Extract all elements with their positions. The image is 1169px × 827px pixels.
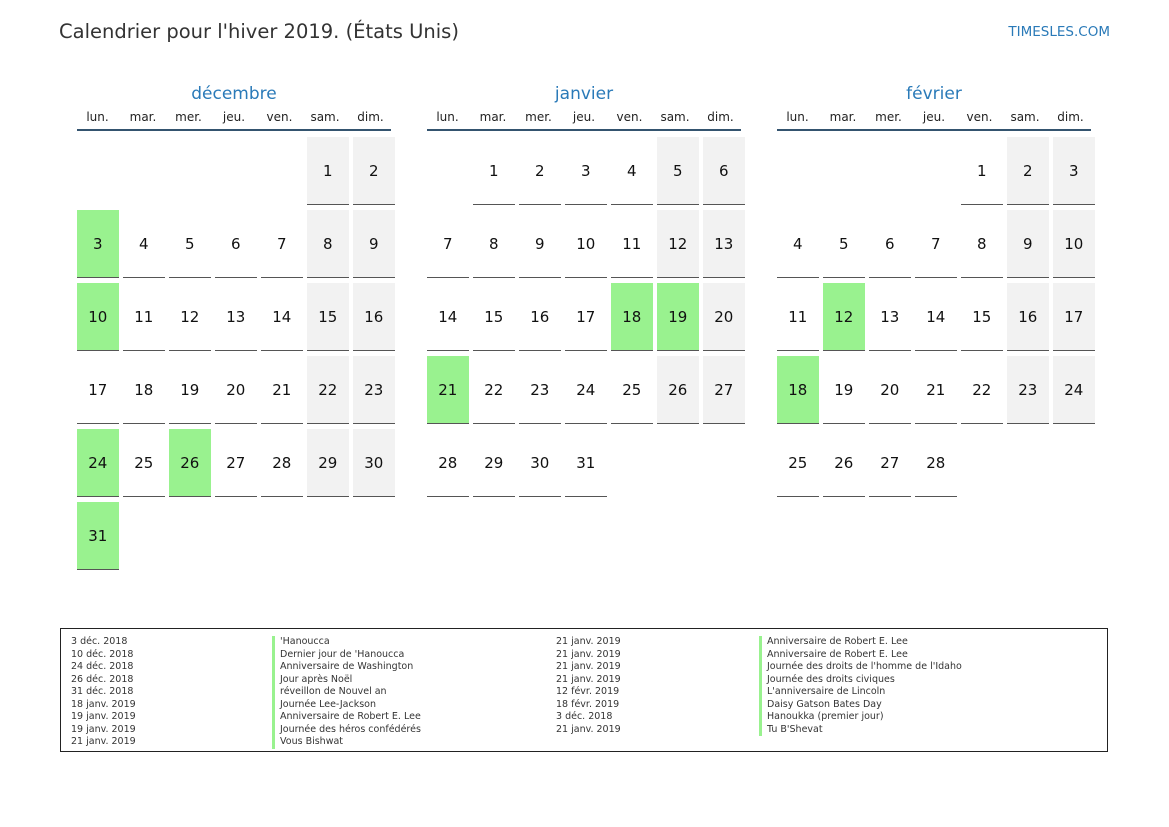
day-cell[interactable]: 24 [1053,356,1095,424]
legend-entry: 24 déc. 2018 [71,661,134,672]
holiday-day-cell[interactable]: 10 [77,283,119,351]
weekday-label: jeu. [572,110,596,124]
day-cell[interactable]: 22 [473,356,515,424]
holiday-day-cell[interactable]: 19 [657,283,699,351]
day-cell[interactable]: 1 [961,137,1003,205]
day-cell[interactable]: 11 [611,210,653,278]
legend-entry: 21 janv. 2019 [556,636,621,647]
day-cell[interactable]: 22 [307,356,349,424]
day-cell[interactable]: 18 [123,356,165,424]
day-cell[interactable]: 8 [307,210,349,278]
day-cell[interactable]: 21 [915,356,957,424]
day-cell[interactable]: 25 [123,429,165,497]
month-name: janvier [554,84,614,104]
legend-entry: 21 janv. 2019 [556,661,621,672]
day-cell[interactable]: 13 [215,283,257,351]
weekday-label: ven. [616,110,643,124]
day-cell[interactable]: 6 [703,137,745,205]
legend-entry: Hanoukka (premier jour) [759,711,962,724]
month-december [77,84,391,570]
weekday-label: lun. [436,110,459,124]
day-cell[interactable]: 27 [215,429,257,497]
month-name: décembre [191,84,277,104]
weekday-label: sam. [1010,110,1040,124]
day-cell[interactable]: 26 [657,356,699,424]
day-cell[interactable]: 11 [123,283,165,351]
day-cell[interactable]: 23 [353,356,395,424]
day-cell[interactable]: 4 [123,210,165,278]
header-rule [777,129,1091,131]
weekday-label: lun. [86,110,109,124]
legend-entry: Anniversaire de Robert E. Lee [759,649,962,662]
legend-entry: L'anniversaire de Lincoln [759,686,962,699]
holiday-day-cell[interactable]: 21 [427,356,469,424]
legend-entry: 19 janv. 2019 [71,711,136,722]
day-cell[interactable]: 5 [657,137,699,205]
legend-entry: 21 janv. 2019 [556,648,621,660]
day-cell[interactable]: 28 [261,429,303,497]
day-cell[interactable]: 10 [1053,210,1095,278]
empty-cell [123,137,165,205]
legend-entry: 21 janv. 2019 [556,673,621,685]
day-cell[interactable]: 29 [307,429,349,497]
legend-names-left [272,636,421,749]
holiday-day-cell[interactable]: 18 [611,283,653,351]
legend-entry: Journée des droits civiques [759,674,962,687]
empty-cell [427,137,469,205]
weekday-label: mar. [479,110,507,124]
day-cell[interactable]: 27 [869,429,911,497]
legend-entry: Tu B'Shevat [759,724,962,737]
empty-cell [261,137,303,205]
weekday-label: jeu. [222,110,246,124]
day-cell[interactable]: 20 [869,356,911,424]
day-cell[interactable]: 11 [777,283,819,351]
legend-entry: 3 déc. 2018 [556,711,613,722]
legend-entry: 'Hanoucca [272,636,421,649]
day-cell[interactable]: 14 [261,283,303,351]
weekday-label: ven. [966,110,993,124]
legend-entry: Vous Bishwat [272,736,421,749]
legend-entry: 3 déc. 2018 [71,636,128,647]
weekday-label: ven. [266,110,293,124]
legend-names-right [759,636,962,736]
day-cell[interactable]: 23 [1007,356,1049,424]
day-cell[interactable]: 12 [169,283,211,351]
day-cell[interactable]: 16 [1007,283,1049,351]
holiday-day-cell[interactable]: 24 [77,429,119,497]
weekday-label: mar. [829,110,857,124]
day-cell[interactable]: 5 [823,210,865,278]
weekday-label: mer. [875,110,902,124]
legend-dates-left [71,636,136,749]
site-link[interactable]: TIMESLES.COM [1008,24,1110,40]
legend-dates-right [556,636,621,736]
empty-cell [777,137,819,205]
day-cell[interactable]: 24 [565,356,607,424]
day-cell[interactable]: 15 [307,283,349,351]
weekday-header [427,108,741,128]
day-cell[interactable]: 2 [1007,137,1049,205]
weekday-label: dim. [707,110,734,124]
day-cell[interactable]: 17 [1053,283,1095,351]
day-cell[interactable]: 22 [961,356,1003,424]
legend-entry: 18 janv. 2019 [71,698,136,710]
legend-entry: Anniversaire de Robert E. Lee [272,711,421,724]
day-cell[interactable]: 27 [703,356,745,424]
legend-entry: 26 déc. 2018 [71,673,134,685]
weekday-label: lun. [786,110,809,124]
legend-entry: Anniversaire de Robert E. Lee [759,636,962,649]
legend-entry: 10 déc. 2018 [71,648,134,660]
day-cell[interactable]: 8 [961,210,1003,278]
day-cell[interactable]: 14 [427,283,469,351]
empty-cell [823,137,865,205]
weekday-label: sam. [310,110,340,124]
day-cell[interactable]: 6 [869,210,911,278]
legend-entry: Jour après Noël [272,674,421,687]
empty-cell [77,137,119,205]
weekday-label: dim. [1057,110,1084,124]
day-cell[interactable]: 10 [565,210,607,278]
day-cell[interactable]: 30 [519,429,561,497]
day-cell[interactable]: 16 [519,283,561,351]
month-february [777,84,1091,497]
day-cell[interactable]: 26 [823,429,865,497]
day-cell[interactable]: 29 [473,429,515,497]
day-cell[interactable]: 23 [519,356,561,424]
legend-entry: 12 févr. 2019 [556,686,620,697]
weekday-header [77,108,391,128]
day-grid [777,137,1091,497]
legend-entry: 21 janv. 2019 [556,723,621,735]
day-cell[interactable]: 7 [915,210,957,278]
day-cell[interactable]: 13 [703,210,745,278]
day-cell[interactable]: 8 [473,210,515,278]
legend-entry: Journée des héros confédérés [272,724,421,737]
day-cell[interactable]: 28 [427,429,469,497]
day-cell[interactable]: 1 [473,137,515,205]
day-grid [77,137,391,570]
day-cell[interactable]: 31 [565,429,607,497]
day-cell[interactable]: 25 [611,356,653,424]
weekday-label: dim. [357,110,384,124]
weekday-label: sam. [660,110,690,124]
day-cell[interactable]: 14 [915,283,957,351]
header-rule [77,129,391,131]
day-cell[interactable]: 9 [353,210,395,278]
day-cell[interactable]: 13 [869,283,911,351]
weekday-header [777,108,1091,128]
legend-entry: Journée des droits de l'homme de l'Idaho [759,661,962,674]
day-grid [427,137,741,497]
day-cell[interactable]: 7 [427,210,469,278]
day-cell[interactable]: 30 [353,429,395,497]
header-rule [427,129,741,131]
day-cell[interactable]: 19 [169,356,211,424]
day-cell[interactable]: 20 [215,356,257,424]
day-cell[interactable]: 15 [961,283,1003,351]
day-cell[interactable]: 6 [215,210,257,278]
day-cell[interactable]: 20 [703,283,745,351]
day-cell[interactable]: 7 [261,210,303,278]
day-cell[interactable]: 4 [611,137,653,205]
day-cell[interactable]: 3 [1053,137,1095,205]
day-cell[interactable]: 17 [77,356,119,424]
legend-entry: Dernier jour de 'Hanoucca [272,649,421,662]
weekday-label: mar. [129,110,157,124]
day-cell[interactable]: 25 [777,429,819,497]
month-january [427,84,741,497]
empty-cell [869,137,911,205]
legend-entry: 21 janv. 2019 [71,736,136,747]
day-cell[interactable]: 16 [353,283,395,351]
day-cell[interactable]: 9 [1007,210,1049,278]
holiday-day-cell[interactable]: 31 [77,502,119,570]
weekday-label: mer. [525,110,552,124]
empty-cell [215,137,257,205]
day-cell[interactable]: 12 [657,210,699,278]
day-cell[interactable]: 2 [353,137,395,205]
day-cell[interactable]: 15 [473,283,515,351]
day-cell[interactable]: 2 [519,137,561,205]
holiday-legend [60,628,1108,752]
day-cell[interactable]: 5 [169,210,211,278]
legend-entry: Anniversaire de Washington [272,661,421,674]
legend-entry: 19 janv. 2019 [71,723,136,735]
empty-cell [169,137,211,205]
day-cell[interactable]: 17 [565,283,607,351]
day-cell[interactable]: 3 [565,137,607,205]
day-cell[interactable]: 4 [777,210,819,278]
weekday-label: mer. [175,110,202,124]
day-cell[interactable]: 21 [261,356,303,424]
legend-entry: 31 déc. 2018 [71,686,134,697]
legend-entry: Daisy Gatson Bates Day [759,699,962,712]
page-title: Calendrier pour l'hiver 2019. (États Unis) [59,20,459,43]
legend-entry: Journée Lee-Jackson [272,699,421,712]
holiday-day-cell[interactable]: 26 [169,429,211,497]
month-name: février [906,84,962,104]
day-cell[interactable]: 1 [307,137,349,205]
holiday-day-cell[interactable]: 18 [777,356,819,424]
day-cell[interactable]: 28 [915,429,957,497]
holiday-day-cell[interactable]: 3 [77,210,119,278]
day-cell[interactable]: 9 [519,210,561,278]
empty-cell [915,137,957,205]
day-cell[interactable]: 19 [823,356,865,424]
legend-entry: réveillon de Nouvel an [272,686,421,699]
legend-entry: 18 févr. 2019 [556,698,620,710]
holiday-day-cell[interactable]: 12 [823,283,865,351]
weekday-label: jeu. [922,110,946,124]
